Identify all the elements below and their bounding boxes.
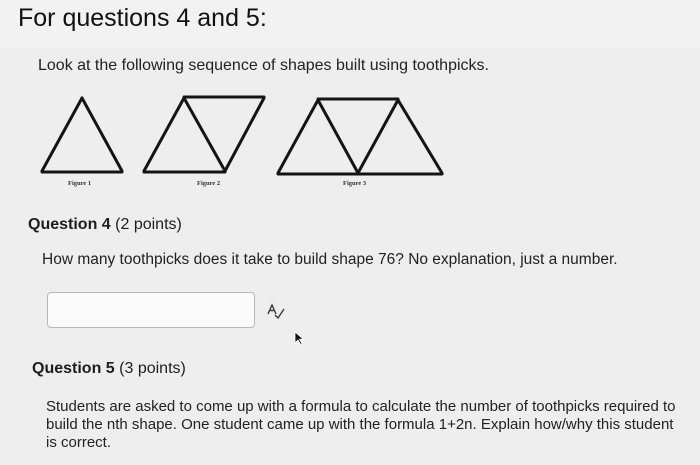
question-4-label: Question 4 — [28, 216, 111, 233]
figure-1-shape — [42, 98, 122, 172]
question-4-points: (2 points) — [115, 216, 182, 233]
spellcheck-icon[interactable] — [266, 303, 286, 319]
question-5-prompt: Students are asked to come up with a formula to calculate the number of toothpicks required to build the nth shape. One student came up with the formula 1+2n. Explain how/why this student is correct. — [46, 398, 676, 451]
mouse-pointer-icon — [293, 331, 305, 350]
question-4-title — [28, 216, 182, 234]
page-heading: For questions 4 and 5: — [18, 4, 267, 32]
toothpick — [82, 98, 122, 171]
toothpick — [144, 98, 184, 171]
figure-3-caption: Figure 3 — [343, 180, 367, 187]
question-4-prompt: How many toothpicks does it take to build shape 76? No explanation, just a number. — [42, 251, 618, 268]
figure-2-caption: Figure 2 — [197, 180, 221, 187]
figure-1-caption: Figure 1 — [68, 180, 92, 187]
toothpick — [318, 100, 358, 173]
toothpick — [278, 100, 318, 173]
figure-3-shape — [278, 99, 442, 174]
intro-text: Look at the following sequence of shapes built using toothpicks. — [38, 57, 489, 74]
toothpick — [225, 98, 264, 171]
question-5-points: (3 points) — [119, 360, 186, 377]
toothpick — [358, 100, 398, 173]
figure-2-shape — [144, 97, 264, 172]
toothpick — [42, 98, 82, 171]
toothpick — [398, 100, 442, 173]
toothpick-figures — [0, 84, 700, 184]
toothpick — [184, 98, 225, 171]
question-5-label: Question 5 — [32, 360, 115, 377]
question-4-answer-input[interactable] — [47, 292, 255, 328]
question-5-title — [32, 360, 186, 378]
